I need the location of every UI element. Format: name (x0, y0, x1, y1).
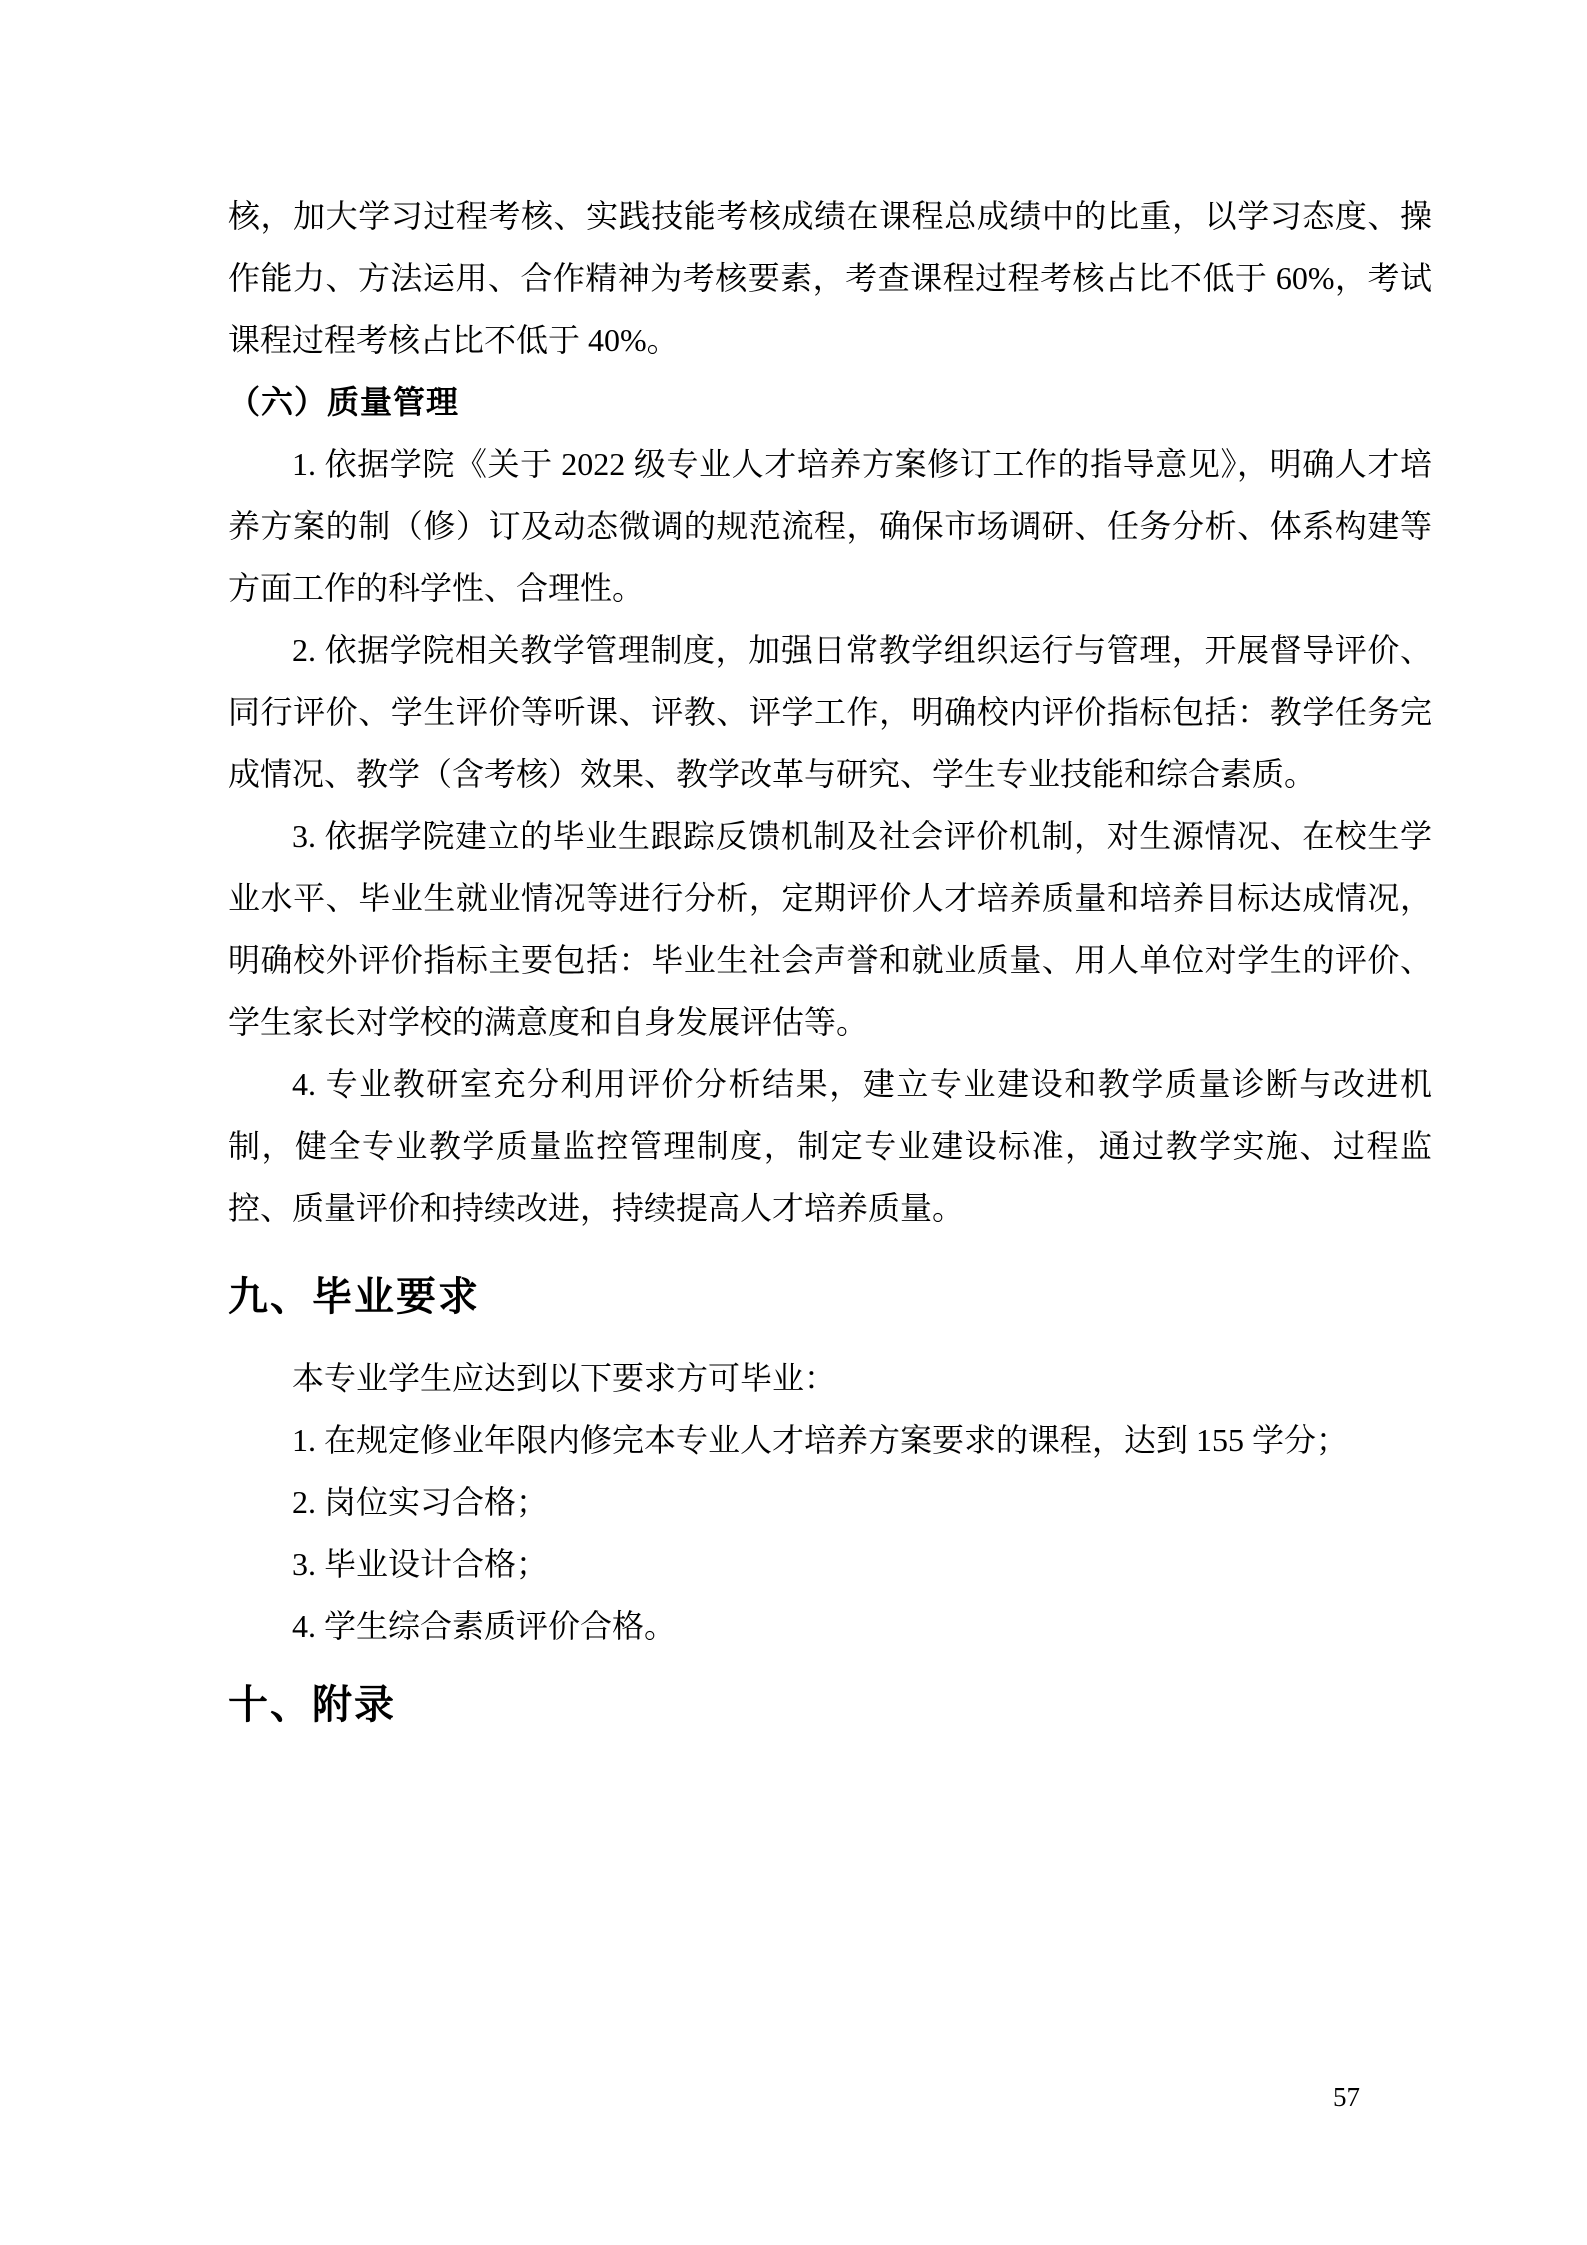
paragraph-quality-item-4: 4. 专业教研室充分利用评价分析结果，建立专业建设和教学质量诊断与改进机制，健全专业教学质量监控管理制度，制定专业建设标准，通过教学实施、过程监控、质量评价和持续改进，持续提高人才培养质量。 (228, 1066, 1432, 1226)
page-number: 57 (1333, 2082, 1360, 2112)
paragraph-assessment-continuation: 核，加大学习过程考核、实践技能考核成绩在课程总成绩中的比重，以学习态度、操作能力、方法运用、合作精神为考核要素，考查课程过程考核占比不低于 60%，考试课程过程考核占比不低于 40%。 (228, 198, 1432, 358)
paragraph-graduation-item-4: 4. 学生综合素质评价合格。 (292, 1608, 677, 1644)
document-body (228, 185, 1432, 1733)
subsection-heading-quality-management: （六）质量管理 (228, 384, 460, 420)
paragraph-graduation-item-3: 3. 毕业设计合格； (292, 1546, 549, 1582)
section-heading-appendix: 十、附录 (228, 1683, 396, 1727)
paragraph-quality-item-1: 1. 依据学院《关于 2022 级专业人才培养方案修订工作的指导意见》，明确人才培养方案的制（修）订及动态微调的规范流程，确保市场调研、任务分析、体系构建等方面工作的科学性、合理性。 (228, 446, 1432, 606)
section-heading-graduation-requirements: 九、毕业要求 (228, 1275, 480, 1319)
paragraph-graduation-item-2: 2. 岗位实习合格； (292, 1484, 549, 1520)
paragraph-graduation-intro: 本专业学生应达到以下要求方可毕业： (292, 1360, 837, 1396)
paragraph-graduation-item-1: 1. 在规定修业年限内修完本专业人才培养方案要求的课程，达到 155 学分； (292, 1422, 1349, 1458)
paragraph-quality-item-2: 2. 依据学院相关教学管理制度，加强日常教学组织运行与管理，开展督导评价、同行评价、学生评价等听课、评教、评学工作，明确校内评价指标包括：教学任务完成情况、教学（含考核）效果、教学改革与研究、学生专业技能和综合素质。 (228, 632, 1432, 792)
paragraph-quality-item-3: 3. 依据学院建立的毕业生跟踪反馈机制及社会评价机制，对生源情况、在校生学业水平、毕业生就业情况等进行分析，定期评价人才培养质量和培养目标达成情况，明确校外评价指标主要包括：毕业生社会声誉和就业质量、用人单位对学生的评价、学生家长对学校的满意度和自身发展评估等。 (228, 818, 1432, 1040)
